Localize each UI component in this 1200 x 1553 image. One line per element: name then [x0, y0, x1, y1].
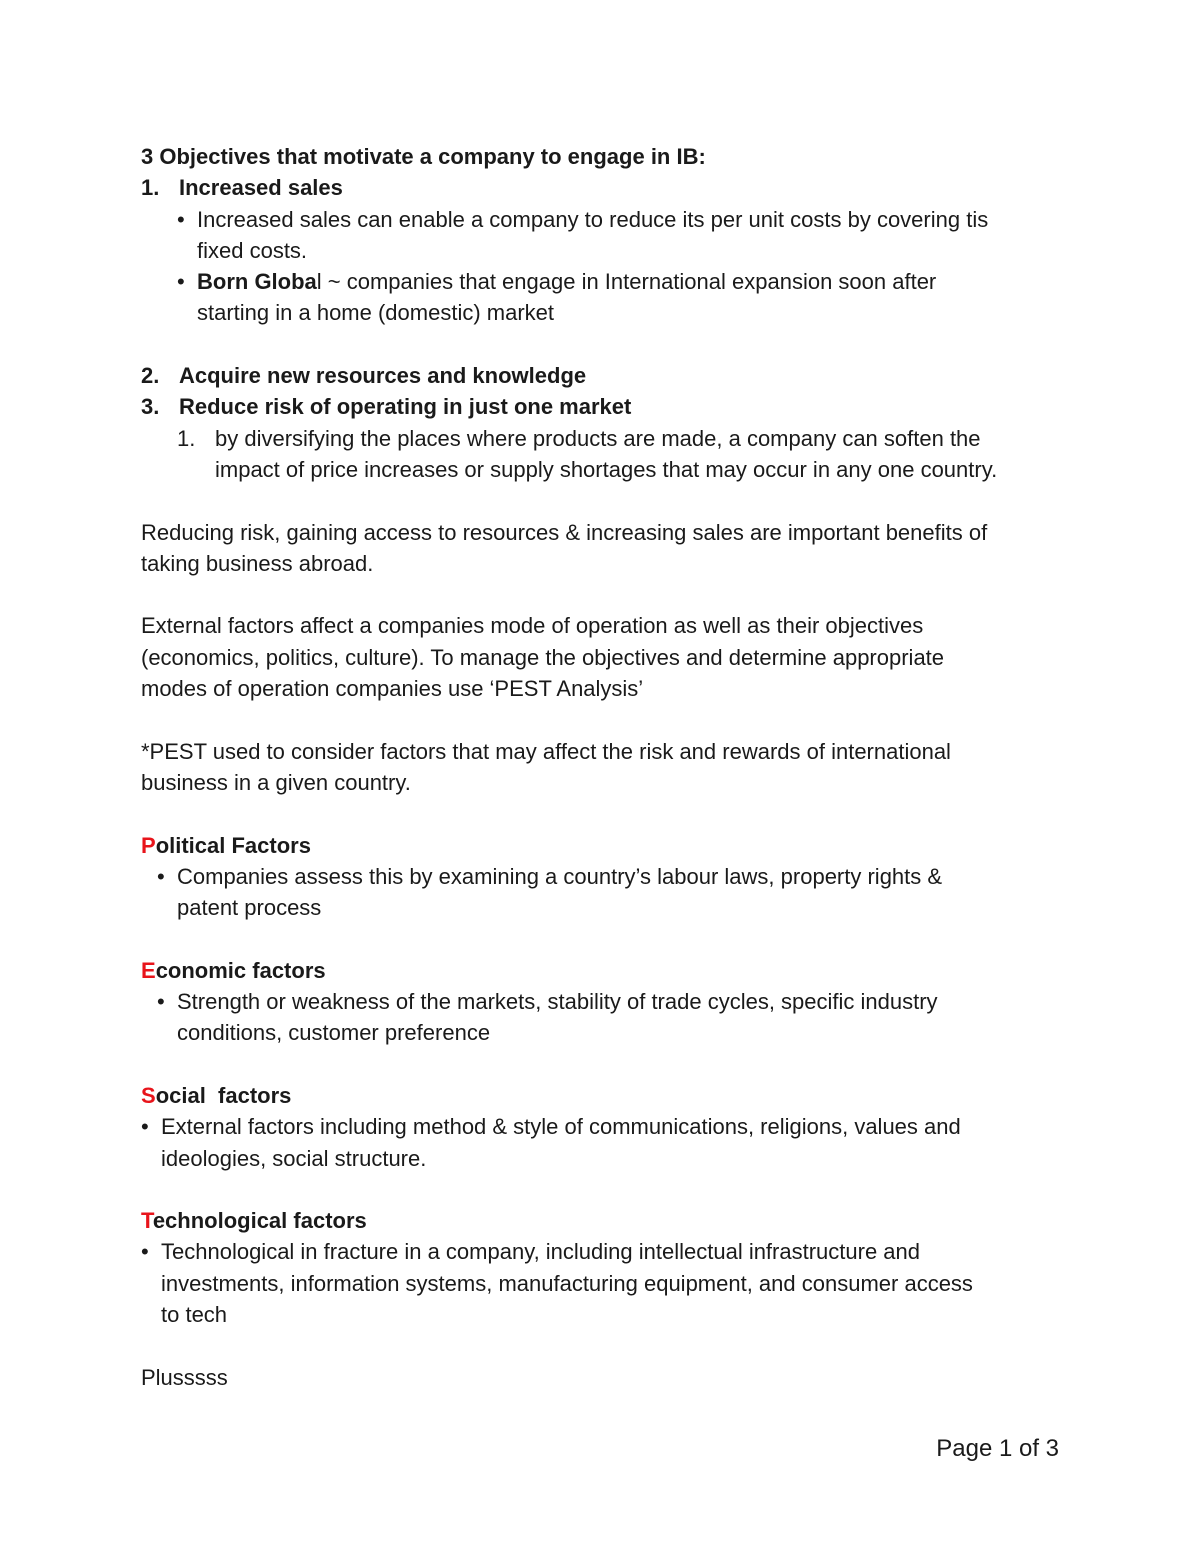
bullet-continuation: fixed costs. — [197, 237, 308, 263]
objective-number: 3. — [141, 394, 160, 420]
bullet-continuation: investments, information systems, manufacturing equipment, and consumer access — [161, 1270, 973, 1296]
page-number: Page 1 of 3 — [936, 1435, 1059, 1462]
pest-initial: P — [141, 832, 156, 858]
bullet-text: Technological in fracture in a company, including intellectual infrastructure and — [161, 1239, 921, 1265]
pest-heading-text: ocial factors — [155, 1082, 292, 1108]
bullet-icon: • — [177, 269, 185, 295]
paragraph-line: (economics, politics, culture). To manage the objectives and determine appropriate — [141, 644, 945, 670]
document-page — [141, 141, 1066, 1393]
bullet-item — [141, 861, 1066, 892]
bullet-icon: • — [157, 989, 165, 1015]
bullet-item — [141, 986, 1066, 1017]
bullet-continuation: starting in a home (domestic) market — [197, 300, 555, 326]
paragraph-line: External factors affect a companies mode of operation as well as their objectives — [141, 613, 924, 639]
pest-initial: E — [141, 957, 156, 983]
paragraph-line: business in a given country. — [141, 769, 411, 795]
bullet-continuation: patent process — [177, 895, 322, 921]
pest-heading-text: olitical Factors — [155, 832, 311, 858]
bullet-text: l ~ companies that engage in International expansion soon after — [316, 269, 937, 295]
paragraph-line: taking business abroad. — [141, 550, 374, 576]
bullet-item — [141, 266, 1066, 297]
bullet-continuation: ideologies, social structure. — [161, 1145, 427, 1171]
pest-heading-economic — [141, 955, 1066, 986]
bullet-item — [141, 1236, 1066, 1267]
objective-title: Acquire new resources and knowledge — [179, 363, 587, 389]
objective-number: 2. — [141, 363, 160, 389]
bullet-icon: • — [177, 206, 185, 232]
paragraph-line: Reducing risk, gaining access to resources & increasing sales are important benefits of — [141, 519, 988, 545]
bullet-icon: • — [141, 1114, 149, 1140]
pest-heading-social — [141, 1080, 1066, 1111]
bullet-continuation: conditions, customer preference — [177, 1020, 491, 1046]
objective-item — [141, 391, 1066, 422]
bullet-item — [141, 204, 1066, 235]
bullet-text: Increased sales can enable a company to reduce its per unit costs by covering tis — [197, 206, 989, 232]
sub-list-number: 1. — [177, 425, 196, 451]
bullet-item — [141, 1111, 1066, 1142]
paragraph-line: *PEST used to consider factors that may affect the risk and rewards of international — [141, 738, 951, 764]
pest-initial: T — [141, 1208, 153, 1234]
bullet-continuation: to tech — [161, 1301, 228, 1327]
bullet-text: Companies assess this by examining a country’s labour laws, property rights & — [177, 863, 943, 889]
bullet-text: External factors including method & style of communications, religions, values and — [161, 1114, 961, 1140]
pest-initial: S — [141, 1082, 156, 1108]
pest-heading-text: conomic factors — [155, 957, 326, 983]
sub-list-continuation: impact of price increases or supply shortages that may occur in any one country. — [215, 456, 998, 482]
bullet-text: Strength or weakness of the markets, stability of trade cycles, specific industry — [177, 989, 938, 1015]
objective-item — [141, 172, 1066, 203]
bullet-icon: • — [157, 863, 165, 889]
sub-list-text: by diversifying the places where products are made, a company can soften the — [215, 425, 981, 451]
paragraph-line: modes of operation companies use ‘PEST Analysis’ — [141, 676, 644, 702]
objective-item — [141, 360, 1066, 391]
sub-list-item — [141, 423, 1066, 454]
pest-heading-political — [141, 830, 1066, 861]
bullet-bold-term: Born Globa — [197, 269, 317, 295]
pest-heading-technological — [141, 1205, 1066, 1236]
pest-heading-text: echnological factors — [152, 1208, 367, 1234]
section-heading: 3 Objectives that motivate a company to engage in IB: — [141, 144, 706, 169]
objective-title: Reduce risk of operating in just one market — [179, 394, 632, 420]
objective-number: 1. — [141, 175, 160, 201]
bullet-icon: • — [141, 1239, 149, 1265]
objective-title: Increased sales — [179, 175, 343, 201]
closing-text: Plusssss — [141, 1364, 228, 1390]
